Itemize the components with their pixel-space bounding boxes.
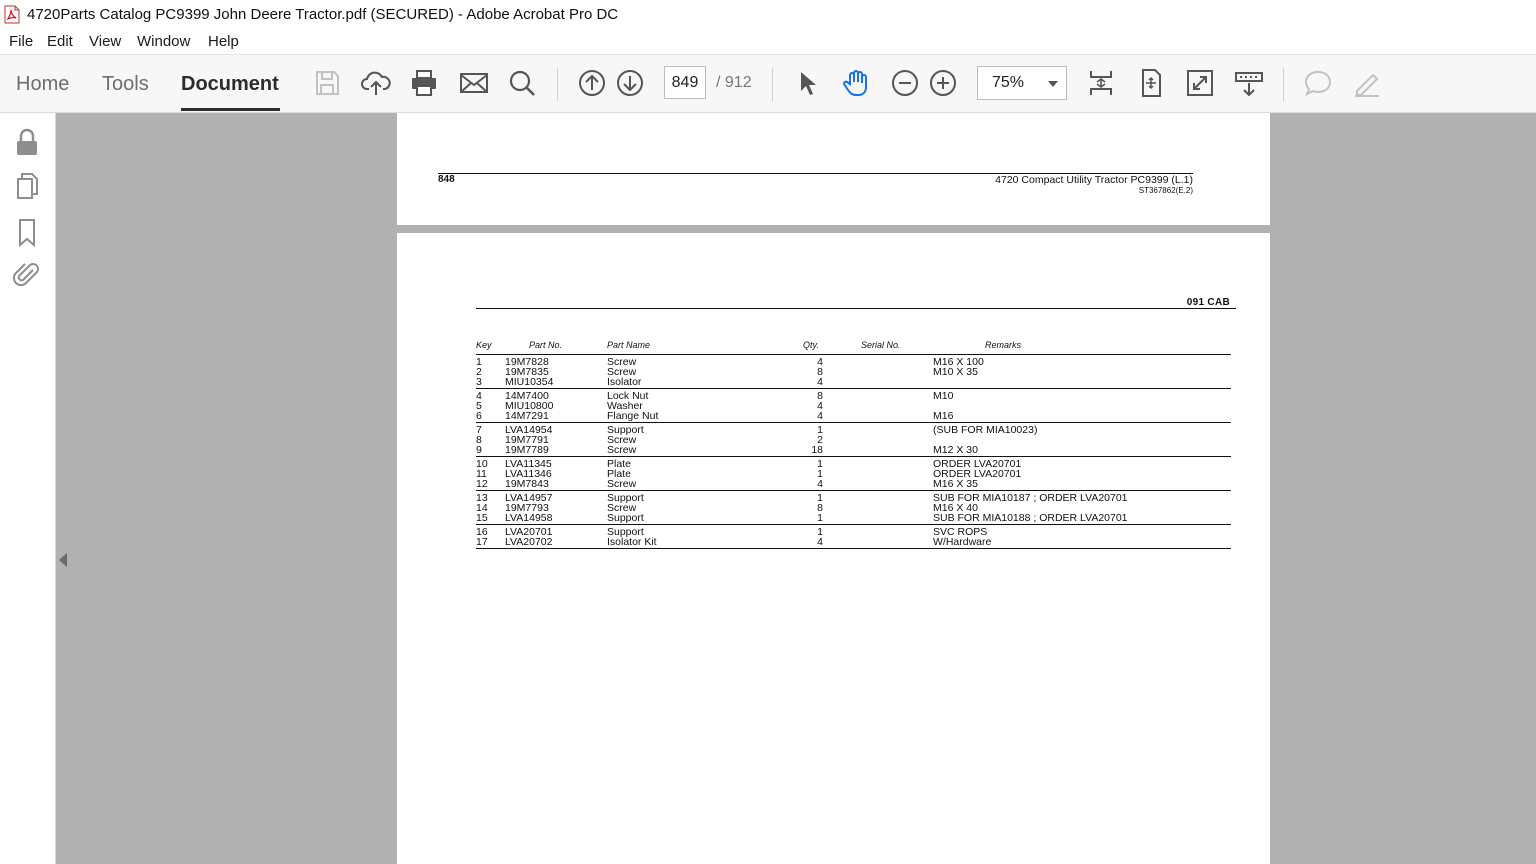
row-qty: 4 [817, 410, 823, 422]
row-remarks: M10 [933, 390, 954, 402]
column-header-remarks: Remarks [985, 340, 1022, 350]
row-part-name: Screw [607, 478, 637, 490]
row-remarks: (SUB FOR MIA10023) [933, 424, 1038, 436]
upload-cloud-icon[interactable] [360, 67, 392, 99]
comment-icon[interactable] [1302, 67, 1334, 99]
group-rule [476, 490, 1231, 491]
row-key: 13 [476, 492, 488, 504]
next-page-icon[interactable] [614, 67, 646, 99]
row-remarks: SUB FOR MIA10188 ; ORDER LVA20701 [933, 512, 1128, 524]
row-key: 8 [476, 434, 482, 446]
row-part-no: 19M7789 [505, 444, 549, 456]
window-title: 4720Parts Catalog PC9399 John Deere Tractor.pdf (SECURED) - Adobe Acrobat Pro DC [27, 6, 619, 23]
row-part-name: Support [607, 424, 644, 436]
tab-document[interactable]: Document [181, 73, 279, 95]
hand-tool-icon[interactable] [840, 67, 872, 99]
group-rule [476, 388, 1231, 389]
column-header-part-name: Part Name [607, 340, 651, 350]
collapse-panel-arrow-icon[interactable] [59, 553, 67, 567]
column-header-qty: Qty. [803, 340, 819, 350]
row-qty: 18 [811, 444, 823, 456]
page-number: 848 [438, 174, 455, 185]
row-part-no: 19M7793 [505, 502, 549, 514]
row-part-name: Plate [607, 468, 631, 480]
row-qty: 2 [817, 434, 823, 446]
row-key: 14 [476, 502, 488, 514]
pdf-file-icon [4, 5, 20, 24]
row-qty: 1 [817, 458, 823, 470]
row-qty: 4 [817, 356, 823, 368]
row-part-no: 19M7835 [505, 366, 549, 378]
row-part-name: Isolator [607, 376, 642, 388]
row-part-no: LVA20702 [505, 536, 553, 548]
row-part-no: 14M7400 [505, 390, 549, 402]
bookmark-icon[interactable] [12, 217, 42, 247]
row-qty: 1 [817, 468, 823, 480]
page-header-code: ST367862(E.2) [1138, 186, 1193, 195]
row-part-name: Isolator Kit [607, 536, 657, 548]
row-qty: 1 [817, 492, 823, 504]
full-screen-icon[interactable] [1184, 67, 1216, 99]
row-qty: 4 [817, 478, 823, 490]
row-remarks: M16 X 40 [933, 502, 978, 514]
menu-window[interactable]: Window [137, 33, 191, 50]
row-remarks: ORDER LVA20701 [933, 458, 1022, 470]
tab-home[interactable]: Home [16, 73, 70, 95]
row-qty: 4 [817, 376, 823, 388]
row-part-no: LVA20701 [505, 526, 553, 538]
search-icon[interactable] [506, 67, 538, 99]
previous-page-icon[interactable] [576, 67, 608, 99]
menu-file[interactable]: File [9, 33, 34, 50]
page-number-input[interactable] [664, 66, 706, 99]
row-qty: 4 [817, 400, 823, 412]
row-part-no: MIU10800 [505, 400, 554, 412]
row-part-name: Lock Nut [607, 390, 649, 402]
scroll-mode-icon[interactable] [1085, 67, 1117, 99]
column-header-key: Key [476, 340, 492, 350]
row-qty: 1 [817, 424, 823, 436]
toolbar-separator [772, 68, 773, 101]
row-part-no: LVA14958 [505, 512, 553, 524]
save-icon[interactable] [311, 67, 343, 99]
group-rule [476, 524, 1231, 525]
row-part-name: Support [607, 492, 644, 504]
print-icon[interactable] [408, 67, 440, 99]
toolbar-separator [1283, 68, 1284, 101]
row-remarks: M10 X 35 [933, 366, 978, 378]
group-rule [476, 354, 1231, 355]
row-key: 9 [476, 444, 482, 456]
row-qty: 8 [817, 390, 823, 402]
zoom-select[interactable] [977, 66, 1067, 100]
section-rule [476, 308, 1236, 309]
previous-pdf-page [397, 113, 1270, 225]
menu-bar [0, 30, 1536, 55]
row-part-no: LVA14957 [505, 492, 553, 504]
row-remarks: M16 [933, 410, 954, 422]
row-part-name: Support [607, 512, 644, 524]
pen-icon[interactable] [1351, 67, 1383, 99]
row-remarks: W/Hardware [933, 536, 992, 548]
row-part-no: 19M7828 [505, 356, 549, 368]
group-rule [476, 456, 1231, 457]
page-total: / 912 [716, 74, 752, 91]
chevron-down-icon [1048, 81, 1058, 87]
row-key: 11 [476, 468, 487, 480]
menu-edit[interactable]: Edit [47, 33, 73, 50]
page-header-title: 4720 Compact Utility Tractor PC9399 (L.1) [995, 174, 1193, 186]
row-part-name: Plate [607, 458, 631, 470]
group-rule [476, 422, 1231, 423]
row-part-no: MIU10354 [505, 376, 554, 388]
row-part-name: Screw [607, 444, 637, 456]
row-qty: 8 [817, 366, 823, 378]
row-key: 15 [476, 512, 488, 524]
active-tab-indicator [181, 108, 280, 111]
table-end-rule [476, 548, 1231, 549]
row-part-no: LVA11346 [505, 468, 552, 480]
document-viewport[interactable] [56, 113, 1536, 864]
title-bar [0, 0, 1536, 30]
page-thumbnails-icon[interactable] [12, 171, 42, 201]
read-mode-icon[interactable] [1233, 67, 1265, 99]
zoom-out-icon[interactable] [889, 67, 921, 99]
attachment-icon[interactable] [12, 259, 42, 289]
row-qty: 8 [817, 502, 823, 514]
fit-page-icon[interactable] [1135, 67, 1167, 99]
menu-help[interactable]: Help [208, 33, 239, 50]
row-qty: 1 [817, 512, 823, 524]
row-key: 10 [476, 458, 488, 470]
toolbar-separator [557, 68, 558, 101]
row-part-no: LVA11345 [505, 458, 552, 470]
tab-tools[interactable]: Tools [102, 73, 149, 95]
lock-icon[interactable] [12, 127, 42, 157]
row-part-no: 14M7291 [505, 410, 549, 422]
row-key: 16 [476, 526, 488, 538]
row-remarks: SVC ROPS [933, 526, 988, 538]
row-part-no: 19M7843 [505, 478, 549, 490]
row-remarks: M16 X 35 [933, 478, 978, 490]
row-part-name: Screw [607, 434, 637, 446]
row-key: 2 [476, 366, 482, 378]
row-part-name: Support [607, 526, 644, 538]
row-remarks: M16 X 100 [933, 356, 984, 368]
row-part-name: Screw [607, 366, 637, 378]
row-part-name: Washer [607, 400, 643, 412]
row-remarks: ORDER LVA20701 [933, 468, 1022, 480]
row-key: 17 [476, 536, 488, 548]
email-icon[interactable] [458, 67, 490, 99]
row-part-name: Screw [607, 356, 637, 368]
row-part-no: 19M7791 [505, 434, 549, 446]
column-header-serial-no: Serial No. [861, 340, 901, 350]
row-key: 7 [476, 424, 482, 436]
row-part-name: Screw [607, 502, 637, 514]
row-remarks: M12 X 30 [933, 444, 978, 456]
row-part-no: LVA14954 [505, 424, 553, 436]
section-title: 091 CAB [1186, 297, 1230, 308]
row-qty: 1 [817, 526, 823, 538]
left-navigation-panel [0, 113, 56, 864]
zoom-in-icon[interactable] [927, 67, 959, 99]
row-part-name: Flange Nut [607, 410, 659, 422]
row-key: 1 [476, 356, 482, 368]
column-header-part-no: Part No. [529, 340, 563, 350]
row-key: 3 [476, 376, 482, 388]
menu-view[interactable]: View [89, 33, 122, 50]
row-qty: 4 [817, 536, 823, 548]
current-pdf-page [397, 233, 1270, 864]
row-key: 4 [476, 390, 482, 402]
row-remarks: SUB FOR MIA10187 ; ORDER LVA20701 [933, 492, 1128, 504]
zoom-value: 75% [992, 74, 1025, 91]
row-key: 6 [476, 410, 482, 422]
toolbar [0, 55, 1536, 113]
select-cursor-icon[interactable] [792, 67, 824, 99]
row-key: 12 [476, 478, 488, 490]
row-key: 5 [476, 400, 482, 412]
